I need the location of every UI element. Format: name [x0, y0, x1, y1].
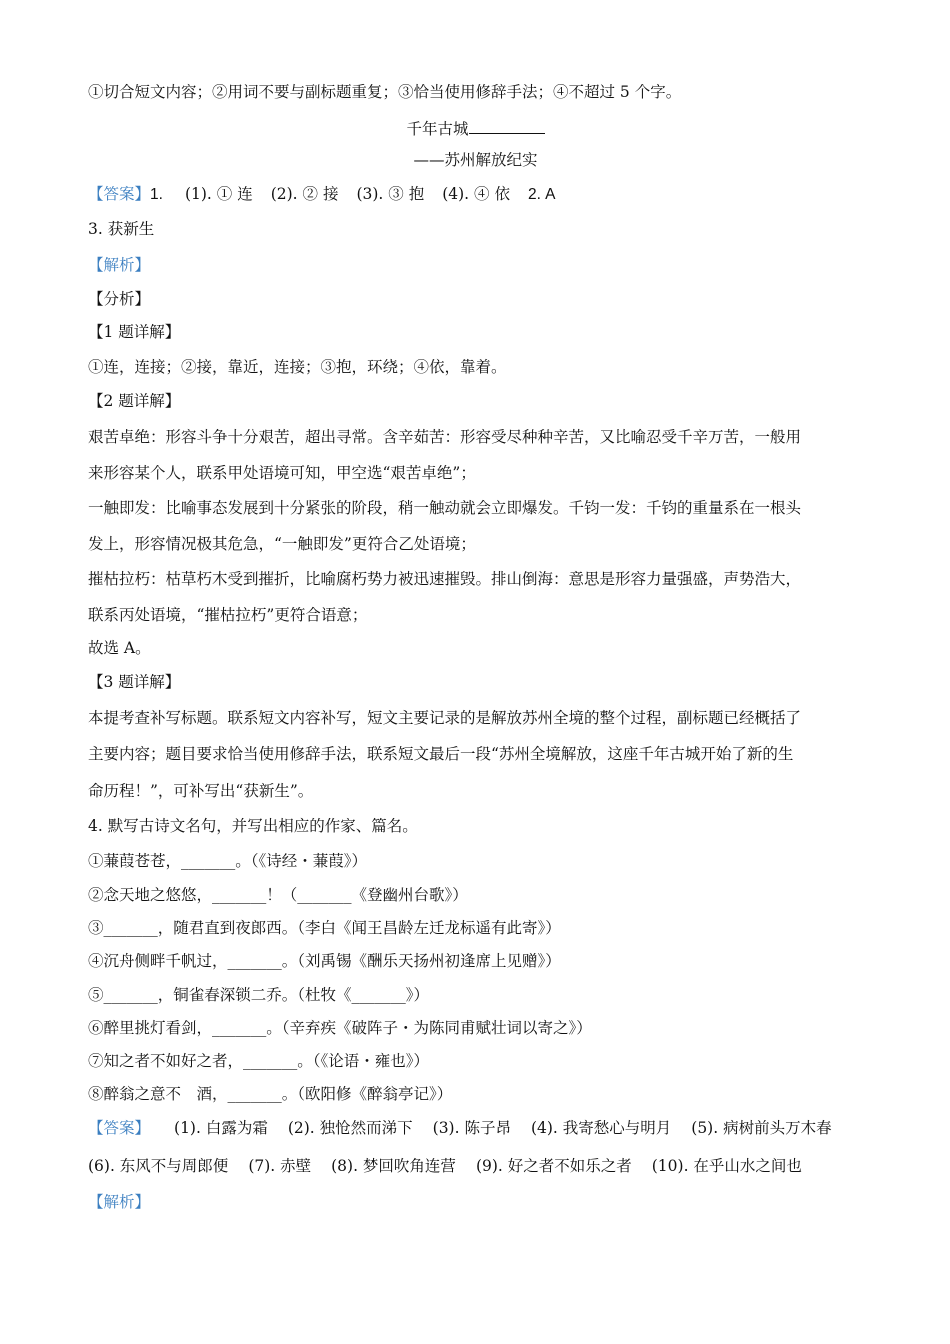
answer-4-item: (10). 在乎山水之间也 [651, 1157, 802, 1175]
answer-4-row [88, 1118, 863, 1138]
answer-4-item: (2). 独怆然而涕下 [287, 1119, 413, 1137]
title-main-line [88, 117, 863, 139]
q2-line: 故选 A。 [88, 639, 151, 657]
answer-4-item: (1). 白露为霜 [174, 1119, 268, 1137]
q2-line: 艰苦卓绝：形容斗争十分艰苦，超出寻常。含辛茹苦：形容受尽种种辛苦，又比喻忍受千辛万苦，一般用 [88, 428, 802, 446]
q3-line: 本提考查补写标题。联系短文内容补写，短文主要记录的是解放苏州全境的整个过程，副标题已经概括了 [88, 709, 802, 727]
q2-line: 联系丙处语境，“摧枯拉朽”更符合语意； [88, 606, 368, 624]
poem-line: ⑦知之者不如好之者，_______。（《论语・雍也》） [88, 1052, 430, 1070]
subtitle: ——苏州解放纪实 [413, 151, 538, 169]
answer-4-item: (5). 病树前头万木春 [691, 1119, 832, 1137]
poem-line: ⑤_______，铜雀春深锁二乔。（杜牧《_______》） [88, 986, 430, 1004]
q2-line: 发上，形容情况极其危急，“一触即发”更符合乙处语境； [88, 535, 476, 553]
answer-4-item: (9). 好之者不如乐之者 [475, 1157, 632, 1175]
title-blank [469, 117, 545, 134]
poem-line: ③_______，随君直到夜郎西。（李白《闻王昌龄左迁龙标遥有此寄》） [88, 919, 561, 937]
title-main: 千年古城 [406, 120, 469, 138]
q1-detail-label: 【1 题详解】 [88, 323, 181, 341]
q1-detail: ①连，连接；②接，靠近，连接；③抱，环绕；④依，靠着。 [88, 358, 507, 376]
answer-3: 3. 获新生 [88, 220, 155, 238]
answer-label: 【答案】 [88, 1119, 151, 1137]
poem-line: ⑥醉里挑灯看剑，_______。（辛弃疾《破阵子・为陈同甫赋壮词以寄之》） [88, 1019, 592, 1037]
answer-q2: 2. A [527, 186, 556, 203]
q2-line: 一触即发：比喻事态发展到十分紧张的阶段，稍一触动就会立即爆发。千钧一发：千钧的重量系在一根头 [88, 499, 802, 517]
analysis-label: 【解析】 [88, 1193, 151, 1211]
poem-line: ①蒹葭苍苍，_______。（《诗经・蒹葭》） [88, 852, 368, 870]
q2-detail-label: 【2 题详解】 [88, 392, 181, 410]
q3-line: 命历程！”，可补写出“获新生”。 [88, 782, 314, 800]
q3-requirements: ①切合短文内容；②用词不要与副标题重复；③恰当使用修辞手法；④不超过 5 个字。 [88, 83, 682, 101]
answer-4-item: (3). 陈子昂 [432, 1119, 511, 1137]
q4-title: 4. 默写古诗文名句，并写出相应的作家、篇名。 [88, 817, 418, 835]
answer-q1-item: (2). ② 接 [270, 185, 339, 203]
q2-line: 来形容某个人，联系甲处语境可知，甲空选“艰苦卓绝”； [88, 464, 476, 482]
q3-line: 主要内容；题目要求恰当使用修辞手法，联系短文最后一段“苏州全境解放，这座千年古城开始了新的生 [88, 745, 794, 763]
answer-4-item: (4). 我寄愁心与明月 [530, 1119, 672, 1137]
answer-q1-num: 1. [150, 186, 163, 203]
answer-label: 【答案】 [88, 185, 151, 203]
q2-line: 摧枯拉朽：枯草朽木受到摧折，比喻腐朽势力被迅速摧毁。排山倒海：意思是形容力量强盛，声势浩大， [88, 570, 802, 588]
analysis-label: 【解析】 [88, 256, 151, 274]
answer-4-row [88, 1156, 802, 1176]
q3-detail-label: 【3 题详解】 [88, 673, 181, 691]
answer-4-item: (7). 赤壁 [248, 1157, 312, 1175]
answer-1-line [88, 184, 556, 205]
answer-q1-item: (1). ① 连 [184, 185, 253, 203]
answer-4-item: (8). 梦回吹角连营 [331, 1157, 456, 1175]
answer-q1-item: (3). ③ 抱 [356, 185, 425, 203]
answer-4-item: (6). 东风不与周郎便 [88, 1157, 229, 1175]
poem-line: ④沉舟侧畔千帆过，_______。（刘禹锡《酬乐天扬州初逢席上见赠》） [88, 952, 561, 970]
answer-q1-item: (4). ④ 依 [442, 185, 510, 203]
fenxi-label: 【分析】 [88, 290, 151, 308]
poem-line: ⑧醉翁之意不 酒，_______。（欧阳修《醉翁亭记》） [88, 1085, 453, 1103]
poem-line: ②念天地之悠悠，_______！（_______《登幽州台歌》） [88, 886, 468, 904]
